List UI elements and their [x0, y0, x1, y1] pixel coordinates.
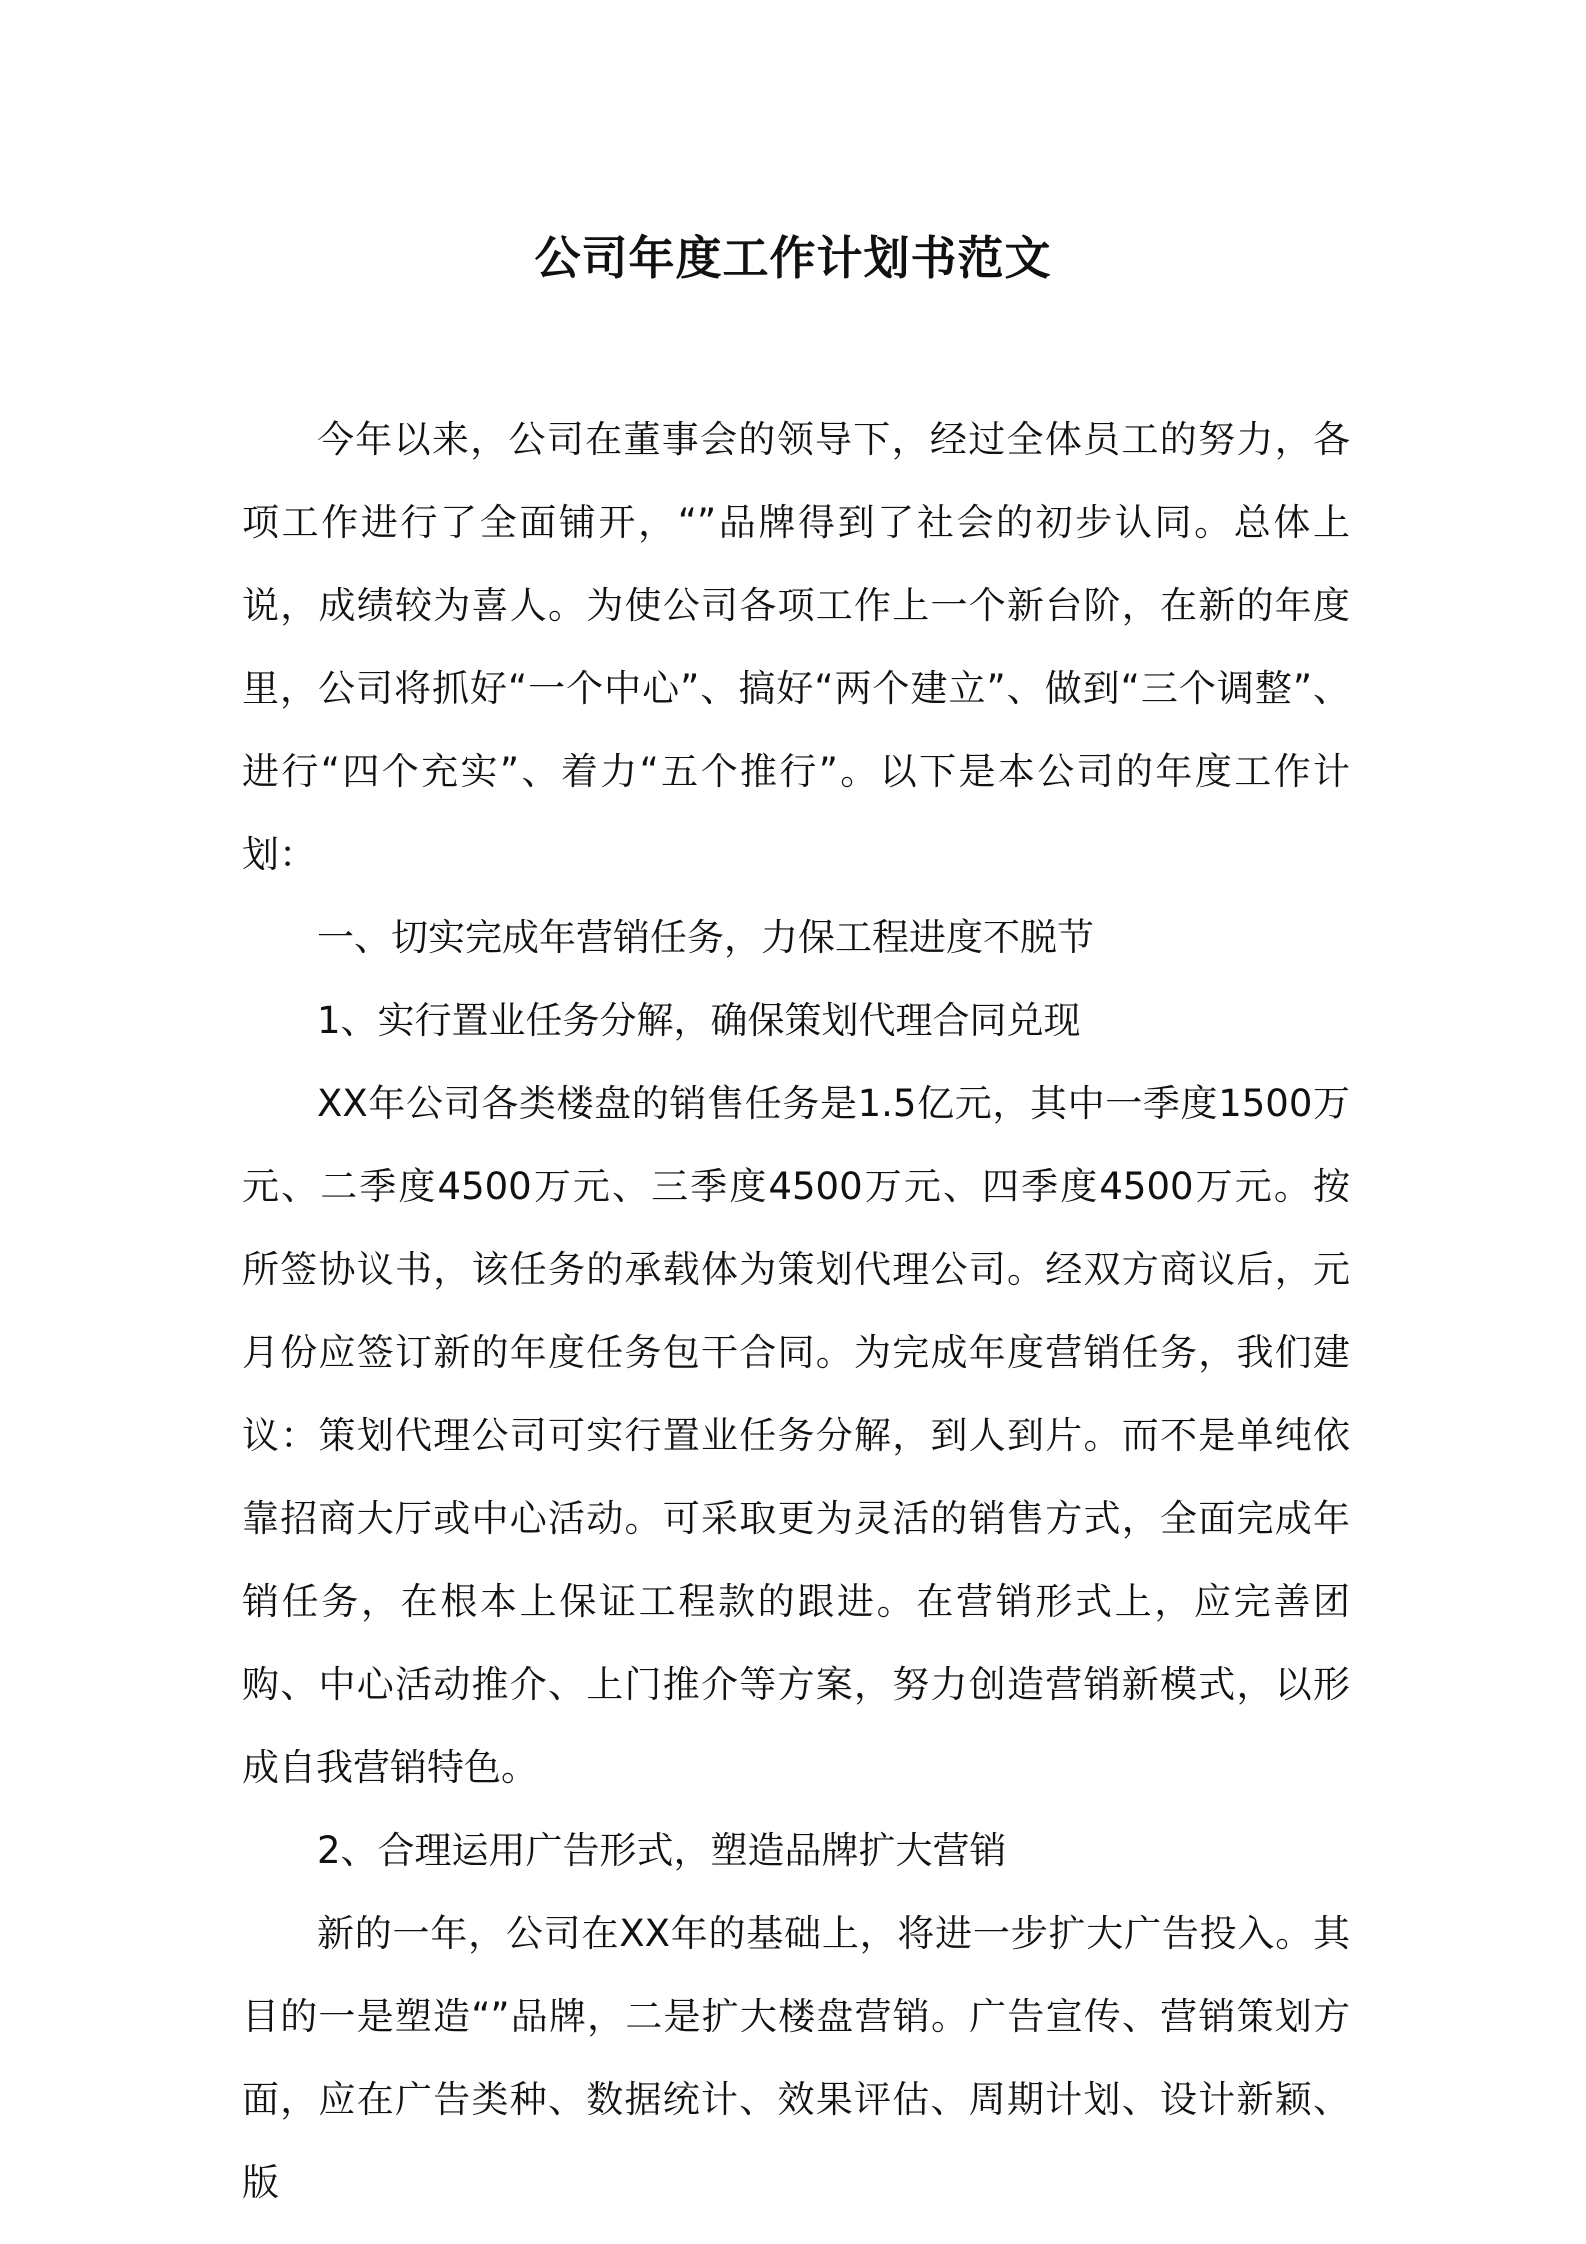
section-heading-1: 一、切实完成年营销任务，力保工程进度不脱节	[317, 916, 1094, 959]
intro-paragraph: 今年以来，公司在董事会的领导下，经过全体员工的努力，各项工作进行了全面铺开，“”品牌得到了社会的初步认同。总体上说，成绩较为喜人。为使公司各项工作上一个新台阶，在新的年度里，公司将抓好“一个中心”、搞好“两个建立”、做到“三个调整”、进行“四个充实”、着力“五个推行”。以下是本公司的年度工作计划：	[242, 418, 1350, 876]
document-title: 公司年度工作计划书范文	[534, 231, 1052, 285]
subsection-heading-2: 2、合理运用广告形式，塑造品牌扩大营销	[317, 1829, 1007, 1872]
subsection-heading-1: 1、实行置业任务分解，确保策划代理合同兑现	[317, 999, 1081, 1042]
sales-task-paragraph: XX年公司各类楼盘的销售任务是1.5亿元，其中一季度1500万元、二季度4500万元、三季度4500万元、四季度4500万元。按 所签协议书，该任务的承载体为策划代理公司。经双方商议后，元月份应签订新的年度任务包干合同。为完成年度营销任务，我们建议：策划代理公司可实行置业任务分解，到人到片。而不是单纯依靠招商大厅或中心活动。可采取更为灵活的销售方式，全面完成年销任务，在根本上保证工程款的跟进。在营销形式上，应完善团购、中心活动推介、上门推介等方案，努力创造营销新模式，以形成自我营销特色。	[242, 1082, 1350, 1789]
document-body	[242, 398, 1350, 2224]
advertising-paragraph: 新的一年，公司在XX年的基础上，将进一步扩大广告投入。其目的一是塑造“”品牌，二是扩大楼盘营销。广告宣传、营销策划方面，应在广告类种、数据统计、效果评估、周期计划、设计新颖、版	[242, 1912, 1350, 2204]
